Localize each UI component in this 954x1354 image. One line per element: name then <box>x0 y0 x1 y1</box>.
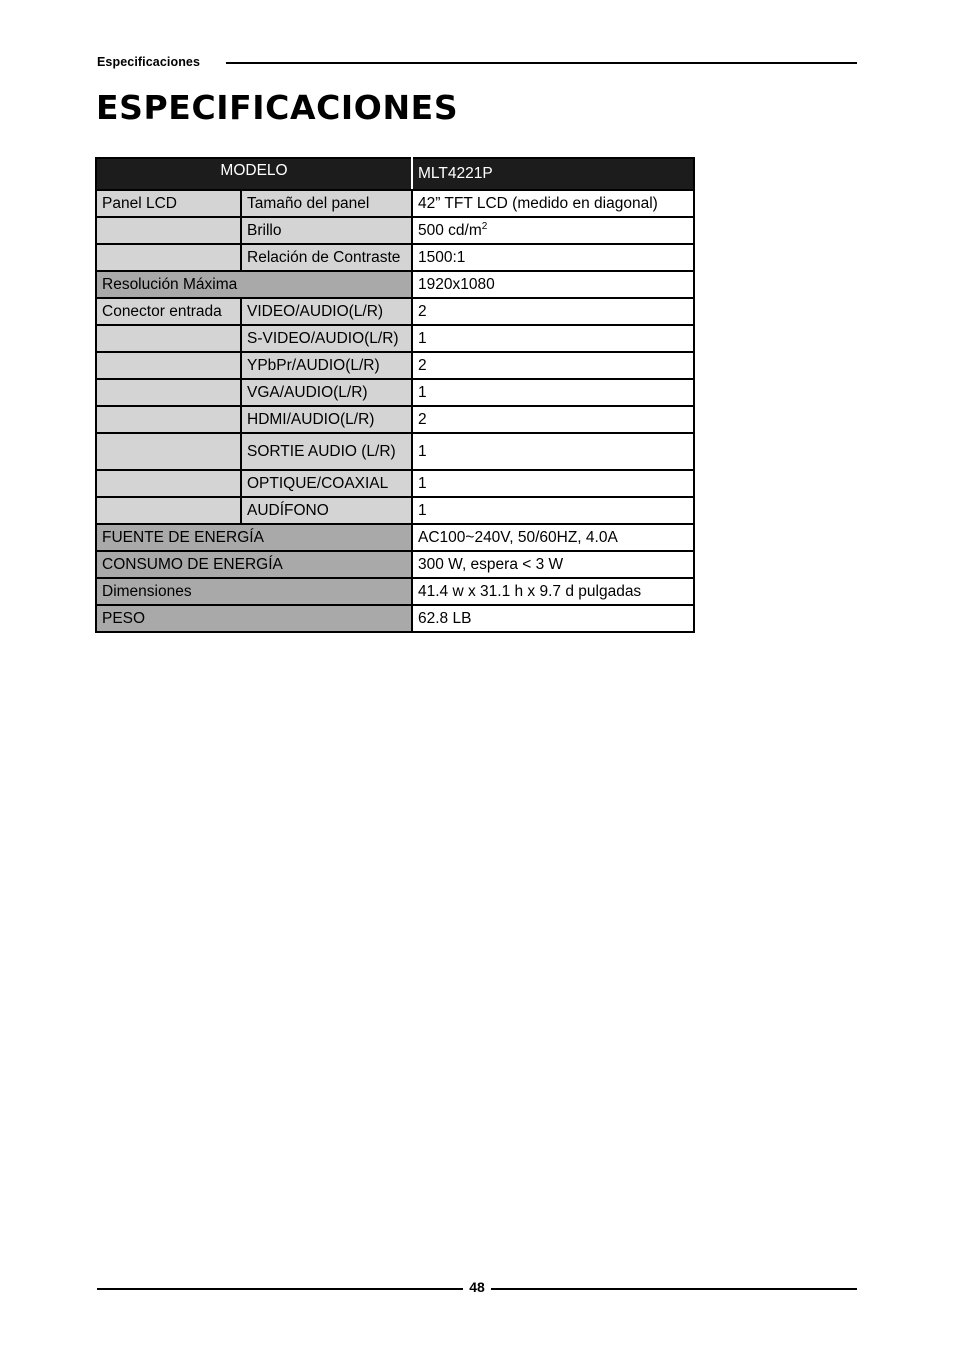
table-row <box>96 406 694 433</box>
model-value: MLT4221P <box>412 158 694 190</box>
empty-cell <box>96 470 241 497</box>
input-value: 1 <box>412 379 694 406</box>
empty-cell <box>96 217 241 244</box>
running-header: Especificaciones <box>97 55 201 69</box>
empty-cell <box>96 244 241 271</box>
input-label: AUDÍFONO <box>241 497 412 524</box>
table-row <box>96 190 694 217</box>
input-label: VIDEO/AUDIO(L/R) <box>241 298 412 325</box>
table-header-row <box>96 158 694 190</box>
input-label: OPTIQUE/COAXIAL <box>241 470 412 497</box>
table-row <box>96 244 694 271</box>
weight-value: 62.8 LB <box>412 605 694 632</box>
table-row <box>96 352 694 379</box>
input-value: 1 <box>412 433 694 470</box>
specifications-table <box>95 157 695 633</box>
dimensions-value: 41.4 w x 31.1 h x 9.7 d pulgadas <box>412 578 694 605</box>
input-value: 1 <box>412 497 694 524</box>
table-row <box>96 551 694 578</box>
table-row <box>96 605 694 632</box>
table-row <box>96 217 694 244</box>
footer-rule-left <box>97 1288 463 1290</box>
table-row <box>96 433 694 470</box>
empty-cell <box>96 497 241 524</box>
header-rule <box>226 62 857 64</box>
input-label: HDMI/AUDIO(L/R) <box>241 406 412 433</box>
input-value: 1 <box>412 470 694 497</box>
power-source-value: AC100~240V, 50/60HZ, 4.0A <box>412 524 694 551</box>
page-title: ESPECIFICACIONES <box>96 88 459 127</box>
input-label: YPbPr/AUDIO(L/R) <box>241 352 412 379</box>
input-value: 2 <box>412 406 694 433</box>
empty-cell <box>96 379 241 406</box>
input-label: S-VIDEO/AUDIO(L/R) <box>241 325 412 352</box>
resolution-value: 1920x1080 <box>412 271 694 298</box>
brightness-superscript: 2 <box>481 220 488 232</box>
input-value: 1 <box>412 325 694 352</box>
footer-rule-right <box>491 1288 857 1290</box>
empty-cell <box>96 406 241 433</box>
table-row <box>96 298 694 325</box>
table-row <box>96 325 694 352</box>
empty-cell <box>96 433 241 470</box>
input-value: 2 <box>412 352 694 379</box>
table-row <box>96 379 694 406</box>
input-group-label: Conector entrada <box>96 298 241 325</box>
power-source-label: FUENTE DE ENERGÍA <box>96 524 412 551</box>
input-label: SORTIE AUDIO (L/R) <box>241 433 412 470</box>
brightness-cell <box>412 217 694 244</box>
input-label: VGA/AUDIO(L/R) <box>241 379 412 406</box>
table-row <box>96 578 694 605</box>
brightness-value: 500 cd/m <box>418 221 482 239</box>
table-row <box>96 470 694 497</box>
page-number: 48 <box>469 1279 485 1295</box>
empty-cell <box>96 352 241 379</box>
weight-label: PESO <box>96 605 412 632</box>
empty-cell <box>96 325 241 352</box>
panel-group-label: Panel LCD <box>96 190 241 217</box>
panel-size-label: Tamaño del panel <box>241 190 412 217</box>
table-row <box>96 271 694 298</box>
model-label: MODELO <box>96 158 412 190</box>
panel-size-value: 42” TFT LCD (medido en diagonal) <box>412 190 694 217</box>
resolution-label: Resolución Máxima <box>96 271 412 298</box>
power-consumption-value: 300 W, espera < 3 W <box>412 551 694 578</box>
table-row <box>96 497 694 524</box>
contrast-value: 1500:1 <box>412 244 694 271</box>
table-row <box>96 524 694 551</box>
input-value: 2 <box>412 298 694 325</box>
dimensions-label: Dimensiones <box>96 578 412 605</box>
power-consumption-label: CONSUMO DE ENERGÍA <box>96 551 412 578</box>
brightness-label: Brillo <box>241 217 412 244</box>
contrast-label: Relación de Contraste <box>241 244 412 271</box>
